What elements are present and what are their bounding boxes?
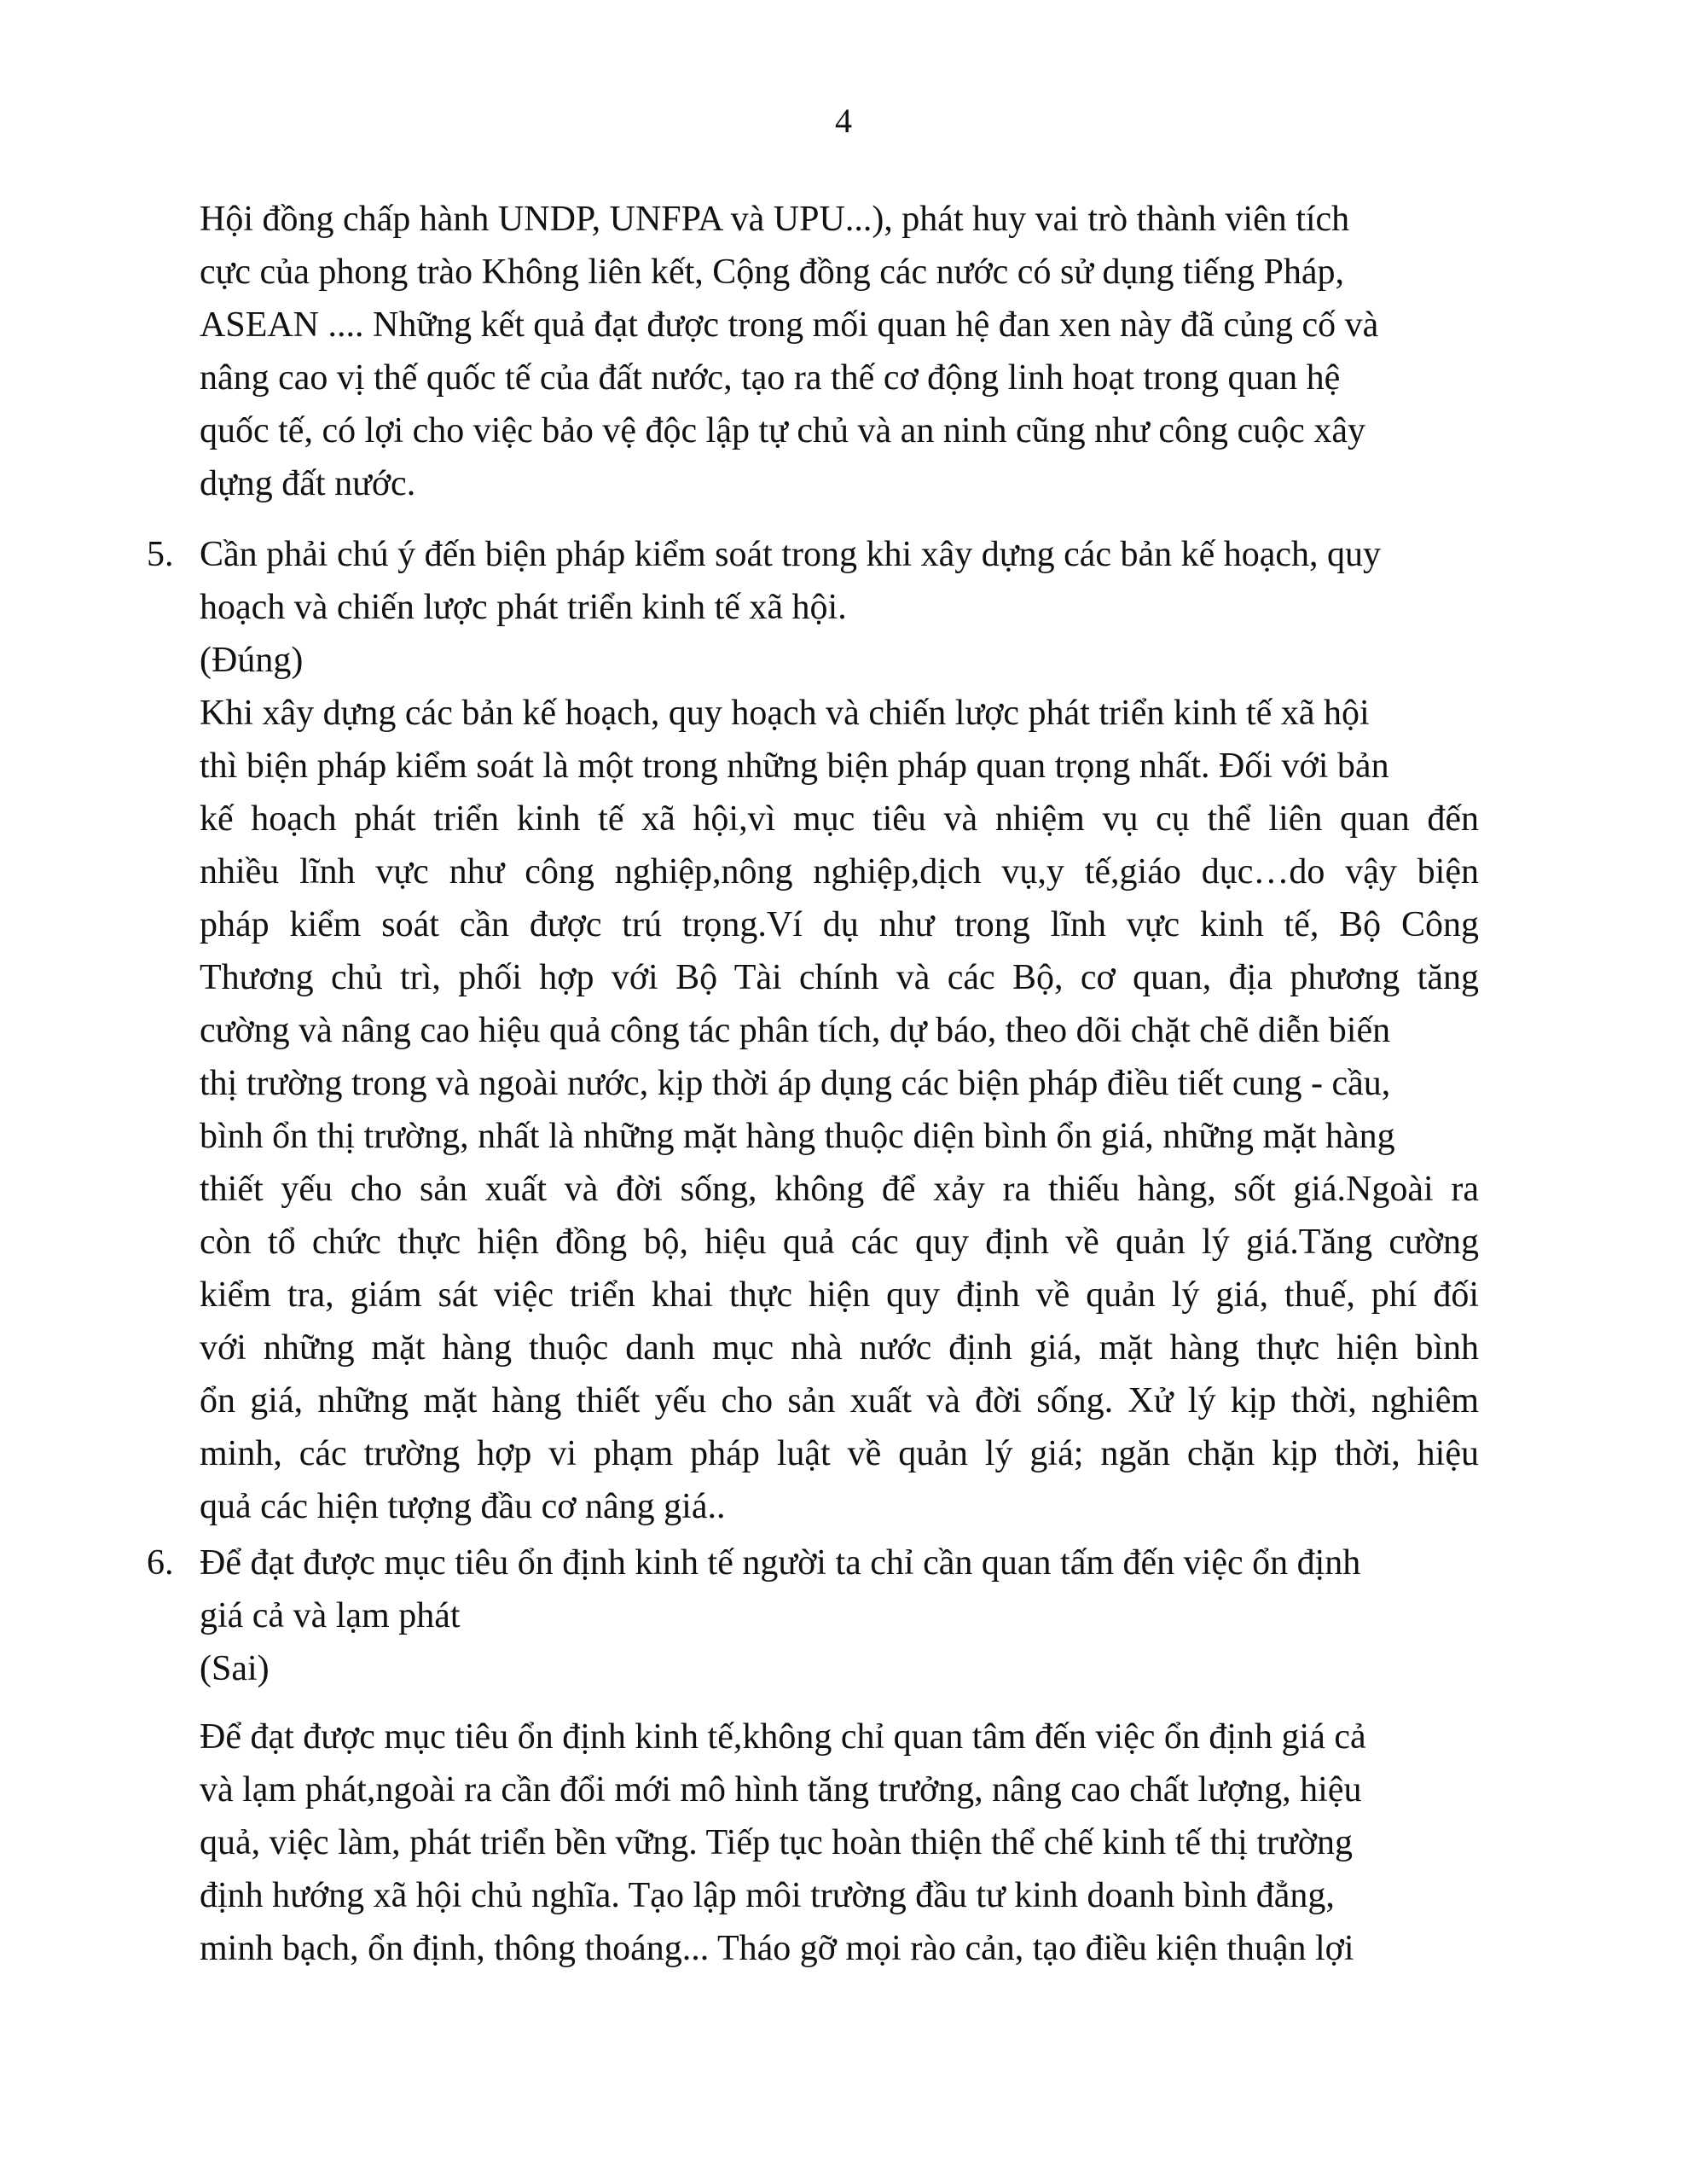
item-5-explanation-line-9: bình ổn thị trường, nhất là những mặt hàng thuộc diện bình ổn giá, những mặt hàng — [200, 1117, 1395, 1156]
intro-line-1: Hội đồng chấp hành UNDP, UNFPA và UPU...), phát huy vai trò thành viên tích — [200, 200, 1350, 239]
item-5-statement-line-1: Cần phải chú ý đến biện pháp kiểm soát trong khi xây dựng các bản kế hoạch, quy — [200, 535, 1382, 574]
intro-line-2: cực của phong trào Không liên kết, Cộng đồng các nước có sử dụng tiếng Pháp, — [200, 253, 1345, 292]
item-6-statement-line-1: Để đạt được mục tiêu ổn định kinh tế người ta chỉ cần quan tấm đến việc ổn định — [200, 1543, 1361, 1583]
intro-line-5: quốc tế, có lợi cho việc bảo vệ độc lập tự chủ và an ninh cũng như công cuộc xây — [200, 411, 1365, 450]
item-5-explanation-line-12: kiểm tra, giám sát việc triển khai thực hiện quy định về quản lý giá, thuế, phí đối — [200, 1275, 1479, 1315]
item-6-explanation-line-4: định hướng xã hội chủ nghĩa. Tạo lập môi trường đầu tư kinh doanh bình đẳng, — [200, 1876, 1335, 1915]
item-5-explanation-line-5: pháp kiểm soát cần được trú trọng.Ví dụ như trong lĩnh vực kinh tế, Bộ Công — [200, 905, 1479, 944]
item-5-explanation-line-3: kế hoạch phát triển kinh tế xã hội,vì mục tiêu và nhiệm vụ cụ thể liên quan đến — [200, 799, 1479, 839]
item-5-statement-line-2: hoạch và chiến lược phát triển kinh tế xã hội. — [200, 588, 847, 627]
item-5-explanation-line-11: còn tổ chức thực hiện đồng bộ, hiệu quả các quy định về quản lý giá.Tăng cường — [200, 1223, 1479, 1262]
item-5-explanation-line-14: ổn giá, những mặt hàng thiết yếu cho sản xuất và đời sống. Xử lý kịp thời, nghiêm — [200, 1381, 1479, 1420]
item-5-explanation-line-1: Khi xây dựng các bản kế hoạch, quy hoạch và chiến lược phát triển kinh tế xã hội — [200, 694, 1370, 733]
item-5-explanation-line-10: thiết yếu cho sản xuất và đời sống, không để xảy ra thiếu hàng, sốt giá.Ngoài ra — [200, 1170, 1479, 1209]
item-5-explanation-line-6: Thương chủ trì, phối hợp với Bộ Tài chính và các Bộ, cơ quan, địa phương tăng — [200, 958, 1479, 997]
item-6-explanation-line-3: quả, việc làm, phát triển bền vững. Tiếp tục hoàn thiện thể chế kinh tế thị trường — [200, 1823, 1353, 1862]
item-5-explanation-line-16: quả các hiện tượng đầu cơ nâng giá.. — [200, 1487, 726, 1526]
page-number: 4 — [835, 102, 852, 140]
item-5-explanation-line-4: nhiều lĩnh vực như công nghiệp,nông nghiệp,dịch vụ,y tế,giáo dục…do vậy biện — [200, 852, 1479, 892]
item-6-statement-line-2: giá cả và lạm phát — [200, 1596, 461, 1635]
item-6-number: 6. — [147, 1543, 174, 1583]
item-5-explanation-line-2: thì biện pháp kiểm soát là một trong những biện pháp quan trọng nhất. Đối với bản — [200, 746, 1389, 786]
intro-line-4: nâng cao vị thế quốc tế của đất nước, tạo ra thế cơ động linh hoạt trong quan hệ — [200, 358, 1341, 398]
item-5-verdict: (Đúng) — [200, 641, 304, 680]
intro-line-6: dựng đất nước. — [200, 464, 416, 503]
item-5-explanation-line-13: với những mặt hàng thuộc danh mục nhà nước định giá, mặt hàng thực hiện bình — [200, 1328, 1479, 1368]
item-6-explanation-line-1: Để đạt được mục tiêu ổn định kinh tế,không chỉ quan tâm đến việc ổn định giá cả — [200, 1717, 1366, 1757]
item-6-explanation-line-5: minh bạch, ổn định, thông thoáng... Tháo gỡ mọi rào cản, tạo điều kiện thuận lợi — [200, 1929, 1354, 1968]
intro-line-3: ASEAN .... Những kết quả đạt được trong mối quan hệ đan xen này đã củng cố và — [200, 305, 1379, 345]
item-5-explanation-line-7: cường và nâng cao hiệu quả công tác phân tích, dự báo, theo dõi chặt chẽ diễn biến — [200, 1011, 1391, 1050]
item-6-explanation-line-2: và lạm phát,ngoài ra cần đổi mới mô hình tăng trưởng, nâng cao chất lượng, hiệu — [200, 1770, 1362, 1809]
item-5-number: 5. — [147, 535, 174, 574]
item-5-explanation-line-15: minh, các trường hợp vi phạm pháp luật về quản lý giá; ngăn chặn kịp thời, hiệu — [200, 1434, 1479, 1473]
item-5-explanation-line-8: thị trường trong và ngoài nước, kịp thời áp dụng các biện pháp điều tiết cung - cầu, — [200, 1064, 1391, 1103]
item-6-verdict: (Sai) — [200, 1649, 270, 1688]
